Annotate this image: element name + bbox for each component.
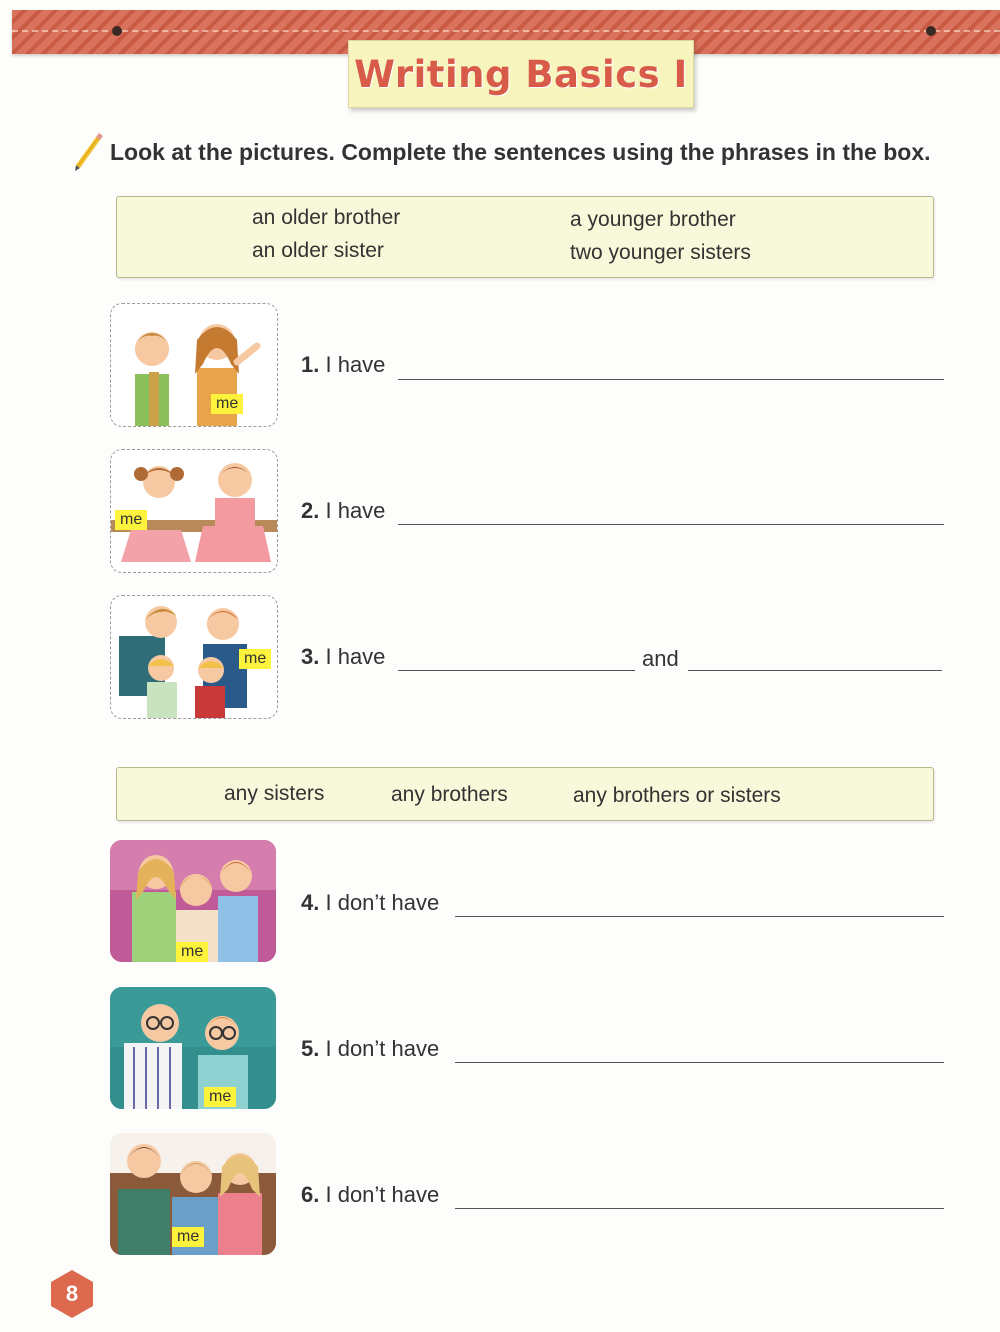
- me-tag: me: [115, 510, 147, 530]
- phrase-box-1: [116, 196, 934, 278]
- phrase-two-younger-sisters: two younger sisters: [570, 241, 751, 264]
- answer-line-3a[interactable]: [398, 670, 635, 671]
- question-number: 1.: [301, 352, 320, 377]
- answer-line-1[interactable]: [398, 379, 944, 380]
- page-number-badge: [47, 1268, 97, 1320]
- pencil-icon: [70, 132, 106, 172]
- banner-hole-left: [112, 26, 122, 36]
- phrase-any-brothers: any brothers: [391, 783, 508, 806]
- answer-line-5[interactable]: [455, 1062, 944, 1063]
- question-6: [301, 1182, 439, 1208]
- me-tag: me: [211, 394, 243, 414]
- question-number: 3.: [301, 644, 320, 669]
- question-2: [301, 498, 385, 524]
- phrase-box-2: [116, 767, 934, 821]
- me-tag: me: [176, 942, 208, 962]
- question-3: [301, 644, 385, 670]
- question-text: I don’t have: [325, 1036, 440, 1061]
- me-tag: me: [239, 649, 271, 669]
- picture-2: [110, 449, 278, 573]
- phrase-older-sister: an older sister: [252, 239, 384, 262]
- family-illustration-5: [110, 987, 276, 1109]
- picture-5: [110, 987, 276, 1109]
- phrase-any-brothers-or-sisters: any brothers or sisters: [573, 784, 781, 807]
- family-illustration-1: [111, 304, 277, 426]
- question-number: 6.: [301, 1182, 320, 1207]
- me-tag: me: [204, 1087, 236, 1107]
- me-tag: me: [172, 1227, 204, 1247]
- phrase-older-brother: an older brother: [252, 206, 401, 229]
- banner-stitching: [12, 30, 1000, 32]
- title-card: [348, 40, 694, 108]
- question-text: I have: [325, 352, 386, 377]
- question-text: I have: [325, 498, 386, 523]
- phrase-any-sisters: any sisters: [224, 782, 325, 805]
- question-number: 2.: [301, 498, 320, 523]
- question-4: [301, 890, 439, 916]
- question-5: [301, 1036, 439, 1062]
- banner-hole-right: [926, 26, 936, 36]
- picture-1: [110, 303, 278, 427]
- answer-line-2[interactable]: [398, 524, 944, 525]
- question-text: I have: [325, 644, 386, 669]
- picture-3: [110, 595, 278, 719]
- and-label: and: [642, 646, 679, 671]
- question-number: 5.: [301, 1036, 320, 1061]
- page-number: 8: [65, 1281, 79, 1306]
- instruction-text: Look at the pictures. Complete the sentences using the phrases in the box.: [110, 138, 931, 165]
- picture-4: [110, 840, 276, 962]
- question-text: I don’t have: [325, 1182, 440, 1207]
- instruction-row: [70, 130, 970, 174]
- picture-6: [110, 1133, 276, 1255]
- question-1: [301, 352, 385, 378]
- answer-line-6[interactable]: [455, 1208, 944, 1209]
- answer-line-3b[interactable]: [688, 670, 942, 671]
- question-number: 4.: [301, 890, 320, 915]
- answer-line-4[interactable]: [455, 916, 944, 917]
- phrase-younger-brother: a younger brother: [570, 208, 736, 231]
- question-text: I don’t have: [325, 890, 440, 915]
- page-title: Writing Basics I: [354, 52, 688, 96]
